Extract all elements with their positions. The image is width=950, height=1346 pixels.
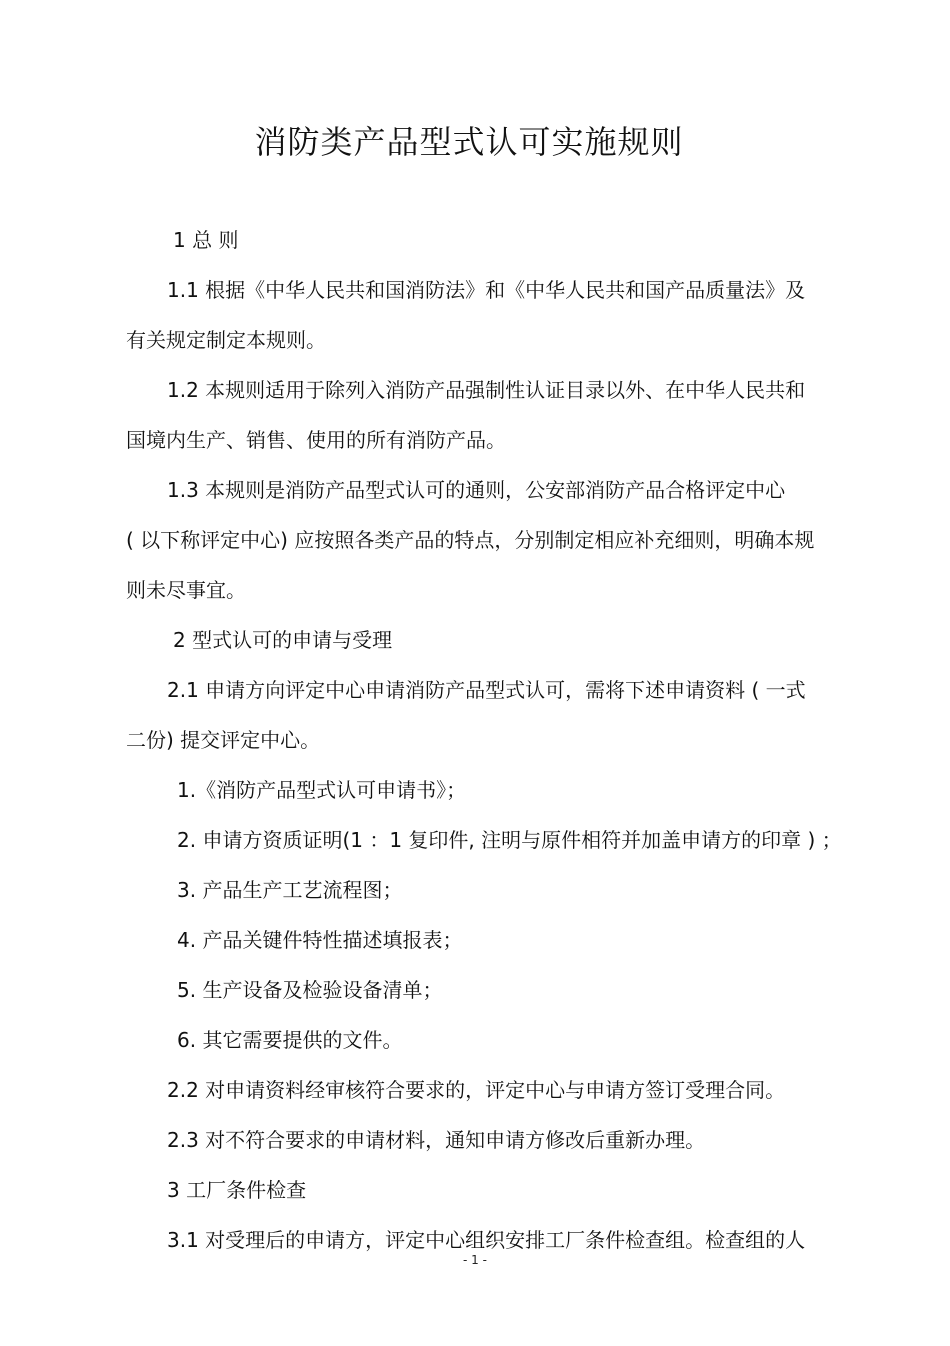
page-number: - 1 - (463, 1253, 487, 1267)
clause-2-2: 2.2 对申请资料经审核符合要求的，评定中心与申请方签订受理合同。 (167, 1078, 786, 1102)
clause-1-1-line-1: 1.1 根据《中华人民共和国消防法》和《中华人民共和国产品质量法》及 (167, 278, 806, 302)
clause-1-3-line-2: ( 以下称评定中心) 应按照各类产品的特点，分别制定相应补充细则，明确本规 (126, 528, 815, 552)
clause-1-3-line-1: 1.3 本规则是消防产品型式认可的通则，公安部消防产品合格评定中心 (167, 478, 786, 502)
clause-1-1-line-2: 有关规定制定本规则。 (126, 328, 326, 352)
list-item-2: 2. 申请方资质证明(1 ：1 复印件, 注明与原件相符并加盖申请方的印章 ) ； (177, 828, 842, 852)
section-1-heading: 1 总 则 (173, 228, 239, 252)
list-item-5: 5. 生产设备及检验设备清单； (177, 978, 443, 1002)
list-item-1: 1.《消防产品型式认可申请书》； (177, 778, 467, 802)
list-item-6: 6. 其它需要提供的文件。 (177, 1028, 403, 1052)
section-3-heading: 3 工厂条件检查 (167, 1178, 307, 1202)
document-title: 消防类产品型式认可实施规则 (254, 123, 684, 161)
clause-1-2-line-2: 国境内生产、销售、使用的所有消防产品。 (126, 428, 506, 452)
clause-1-3-line-3: 则未尽事宜。 (126, 578, 246, 602)
clause-2-1-line-1: 2.1 申请方向评定中心申请消防产品型式认可，需将下述申请资料 ( 一式 (167, 678, 806, 702)
clause-2-1-line-2: 二份) 提交评定中心。 (126, 728, 321, 752)
clause-3-1-line-1: 3.1 对受理后的申请方，评定中心组织安排工厂条件检查组。检查组的人 (167, 1228, 806, 1252)
list-item-3: 3. 产品生产工艺流程图； (177, 878, 403, 902)
clause-1-2-line-1: 1.2 本规则适用于除列入消防产品强制性认证目录以外、在中华人民共和 (167, 378, 806, 402)
list-item-4: 4. 产品关键件特性描述填报表； (177, 928, 463, 952)
clause-2-3: 2.3 对不符合要求的申请材料，通知申请方修改后重新办理。 (167, 1128, 706, 1152)
section-2-heading: 2 型式认可的申请与受理 (173, 628, 393, 652)
